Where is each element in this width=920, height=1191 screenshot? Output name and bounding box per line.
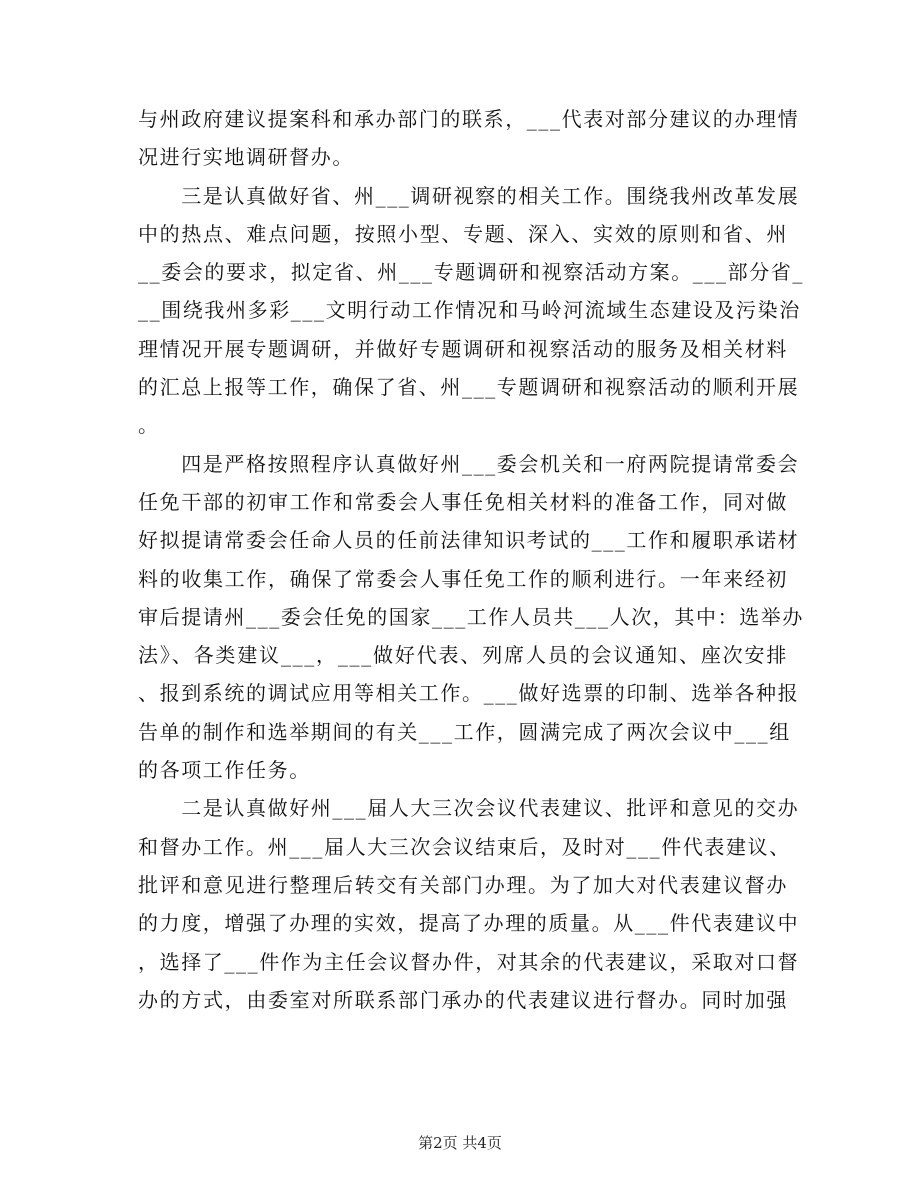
- text-line-21: 批评和意见进行整理后转交有关部门办理。为了加大对代表建议督办: [138, 872, 788, 897]
- text-line-14: 审后提请州___委会任免的国家___工作人员共___人次，其中：选举办: [138, 604, 804, 629]
- text-line-24: 办的方式，由委室对所联系部门承办的代表建议进行督办。同时加强: [138, 987, 788, 1012]
- text-line-16: 、报到系统的调试应用等相关工作。___做好选票的印制、选举各种报: [138, 681, 800, 706]
- text-line-20: 和督办工作。州___届人大三次会议结束后，及时对___件代表建议、: [138, 834, 791, 859]
- text-line-9: 。: [138, 413, 160, 438]
- text-line-11: 任免干部的初审工作和常委会人事任免相关材料的准备工作，同对做: [138, 489, 788, 514]
- text-line-6: __围绕我州多彩___文明行动工作情况和马岭河流域生态建设及污染治: [138, 298, 801, 323]
- text-line-13: 料的收集工作，确保了常委会人事任免工作的顺利进行。一年来经初: [138, 566, 788, 591]
- text-line-15: 法》、各类建议___，___做好代表、列席人员的会议通知、座次安排: [138, 643, 788, 668]
- page-number-footer: 第2页 共4页: [418, 1134, 502, 1152]
- text-line-17: 告单的制作和选举期间的有关___工作，圆满完成了两次会议中___组: [138, 719, 791, 744]
- text-line-18: 的各项工作任务。: [138, 758, 311, 783]
- document-body: [138, 100, 804, 1019]
- text-line-3: 三是认真做好省、州___调研视察的相关工作。围绕我州改革发展: [138, 183, 800, 208]
- text-line-8: 的汇总上报等工作，确保了省、州___专题调研和视察活动的顺利开展: [138, 375, 800, 400]
- text-line-4: 中的热点、难点问题，按照小型、专题、深入、实效的原则和省、州: [138, 221, 788, 246]
- text-line-7: 理情况开展专题调研，并做好专题调研和视察活动的服务及相关材料: [138, 336, 788, 361]
- text-line-12: 好拟提请常委会任命人员的任前法律知识考试的___工作和履职承诺材: [138, 528, 800, 553]
- text-line-22: 的力度，增强了办理的实效，提高了办理的质量。从___件代表建议中: [138, 911, 800, 936]
- text-line-5: __委会的要求，拟定省、州___专题调研和视察活动方案。___部分省_: [138, 260, 804, 285]
- text-line-19: 二是认真做好州___届人大三次会议代表建议、批评和意见的交办: [138, 796, 800, 821]
- text-line-10: 四是严格按照程序认真做好州___委会机关和一府两院提请常委会: [138, 451, 800, 476]
- text-line-1: 与州政府建议提案科和承办部门的联系，___代表对部分建议的办理情: [138, 107, 800, 131]
- text-line-23: ，选择了___件作为主任会议督办件，对其余的代表建议，采取对口督: [138, 949, 800, 974]
- text-line-2: 况进行实地调研督办。: [138, 145, 354, 170]
